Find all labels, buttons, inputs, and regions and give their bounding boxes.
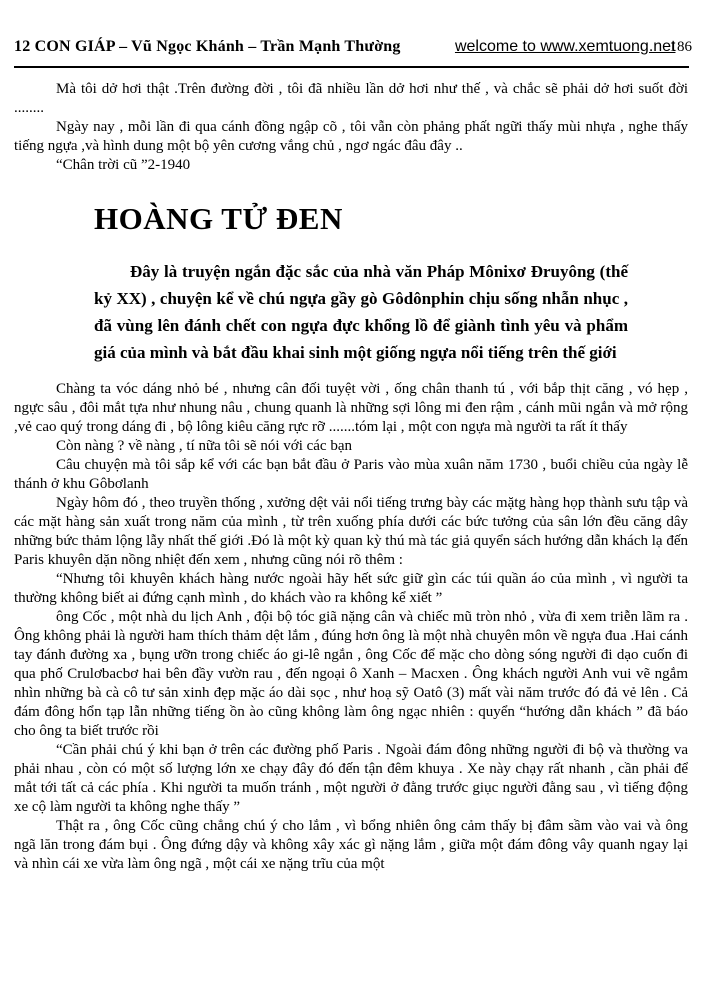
- body-paragraph: Ngày hôm đó , theo truyền thống , xưởng dệt vải nổi tiếng trưng bày các mặtg hàng họp thành sưu tập và các mặt hàng sản xuất trong năm của mình , từ trên xuống phía dưới các bức tưởng của sân lớn đều căng dây những bức thảm lộng lẫy nhất thế giới .Đó là một kỳ quan kỳ thú mà tác giả quyển sách hướng dẫn khách lạ đến Paris khuyên dặn nồng nhiệt đến xem , nhưng cũng nói rõ thêm :: [14, 495, 688, 568]
- body-paragraph: “Cần phải chú ý khi bạn ở trên các đường phố Paris . Ngoài đám đông những người đi bộ và thường va phải nhau , còn có một số lượng lớn xe chạy đây đó đến tận đêm khuya . Xe này chạy rất nhanh , cần phải để mắt tới tất cả các phía . Khi người ta muốn tránh , một người ở đằng trước giục người đằng sau , vì tiếng động xe cộ làm người ta không nghe thấy ”: [14, 742, 688, 815]
- page-content: [0, 68, 702, 874]
- intro-paragraph: “Chân trời cũ ”2-1940: [56, 157, 191, 173]
- body-paragraph: Còn nàng ? về nàng , tí nữa tôi sẽ nói với các bạn: [56, 438, 352, 454]
- book-title: 12 CON GIÁP – Vũ Ngọc Khánh – Trần Mạnh Thường: [14, 38, 401, 55]
- intro-paragraph: Ngày nay , mỗi lần đi qua cánh đồng ngập cõ , tôi vẫn còn phảng phất ngữi thấy mùi nhựa , nghe thấy tiếng ngựa ,và hình dung một bộ yên cương vắng chủ , ngơ ngác đâu đây ..: [14, 119, 688, 154]
- body-paragraph: “Nhưng tôi khuyên khách hàng nước ngoài hãy hết sức giữ gìn các túi quần áo của mình , vì người ta thường không biết ai đứng cạnh mình , do khách vào ra không kể xiết ”: [14, 571, 688, 606]
- body-paragraph: Thật ra , ông Cốc cũng chẳng chú ý cho lắm , vì bổng nhiên ông cảm thấy bị đâm sầm vào vai và ông ngã lăn trong đám bụi . Ông đứng dậy và không xây xác gì nặng lắm , giữa một đám đông vây quanh ngay lại và nhìn cái xe vừa làm ông ngã , một cái xe nặng trĩu của một: [14, 818, 688, 872]
- body-paragraph: Câu chuyện mà tôi sắp kể với các bạn bắt đầu ở Paris vào mùa xuân năm 1730 , buổi chiều của ngày lễ thánh ở khu Gôbơlanh: [14, 457, 688, 492]
- body-paragraph: Chàng ta vóc dáng nhỏ bé , nhưng cân đối tuyệt vời , ống chân thanh tú , với bắp thịt căng , vó hẹp , ngực sâu , đôi mắt tựa như nhung nâu , chung quanh là những sợi lông mi đen rậm , cánh mũi ngắn và mở rộng ,vẻ cao quý trong dáng đi , bộ lông kiêu căng rực rỡ .......tóm lại , một con ngựa mà người ta rất ít thấy: [14, 381, 688, 435]
- intro-paragraph: Mà tôi dở hơi thật .Trên đường đời , tôi đã nhiều lần dở hơi như thế , và chắc sẽ phải dở hơi suốt đời ........: [14, 81, 688, 116]
- chapter-summary: Đây là truyện ngắn đặc sắc của nhà văn Pháp Mônixơ Đruyông (thế kỷ XX) , chuyện kể về chú ngựa gầy gò Gôdônphin chịu sống nhẫn nhục , đã vùng lên đánh chết con ngựa đực khổng lồ để giành tình yêu và phẩm giá của mình và bắt đầu khai sinh một giống ngựa nổi tiếng trên thế giới: [94, 262, 628, 362]
- page-header: [0, 0, 702, 56]
- site-link[interactable]: welcome to www.xemtuong.net: [454, 38, 676, 55]
- page-number: 186: [669, 39, 692, 55]
- chapter-title: HOÀNG TỬ ĐEN: [94, 201, 343, 236]
- body-paragraph: ông Cốc , một nhà du lịch Anh , đội bộ tóc giã nặng cân và chiếc mũ tròn nhỏ , vừa đi xem triễn lãm ra . Ông không phải là người ham thích thảm dệt lắm , đúng hơn ông là một nhà chuyên môn về ngựa đua .Hai cánh tay đánh đường xa , bụng ưỡn trong chiếc áo gi-lê ngắn , ông Cốc để mặc cho dòng sóng người đi dạo cuốn đi qua phố Crulơbacbơ hai bên đầy vườn rau , đến ngoại ô Xanh – Macxen . Ông khách người Anh vui vẽ ngắm nhìn những bà cà cô tư sản xinh đẹp mặc áo dài sọc , như hoạ sỹ Oatô (3) mất vài năm trước đó đả vẻ lên . Cả đám đông hổn tạp lẫn những tiếng ồn ào cũng không làm ông ngạc nhiên : quyển “hướng dẫn khách ” đã báo cho ông ta biết trước rồi: [14, 609, 688, 739]
